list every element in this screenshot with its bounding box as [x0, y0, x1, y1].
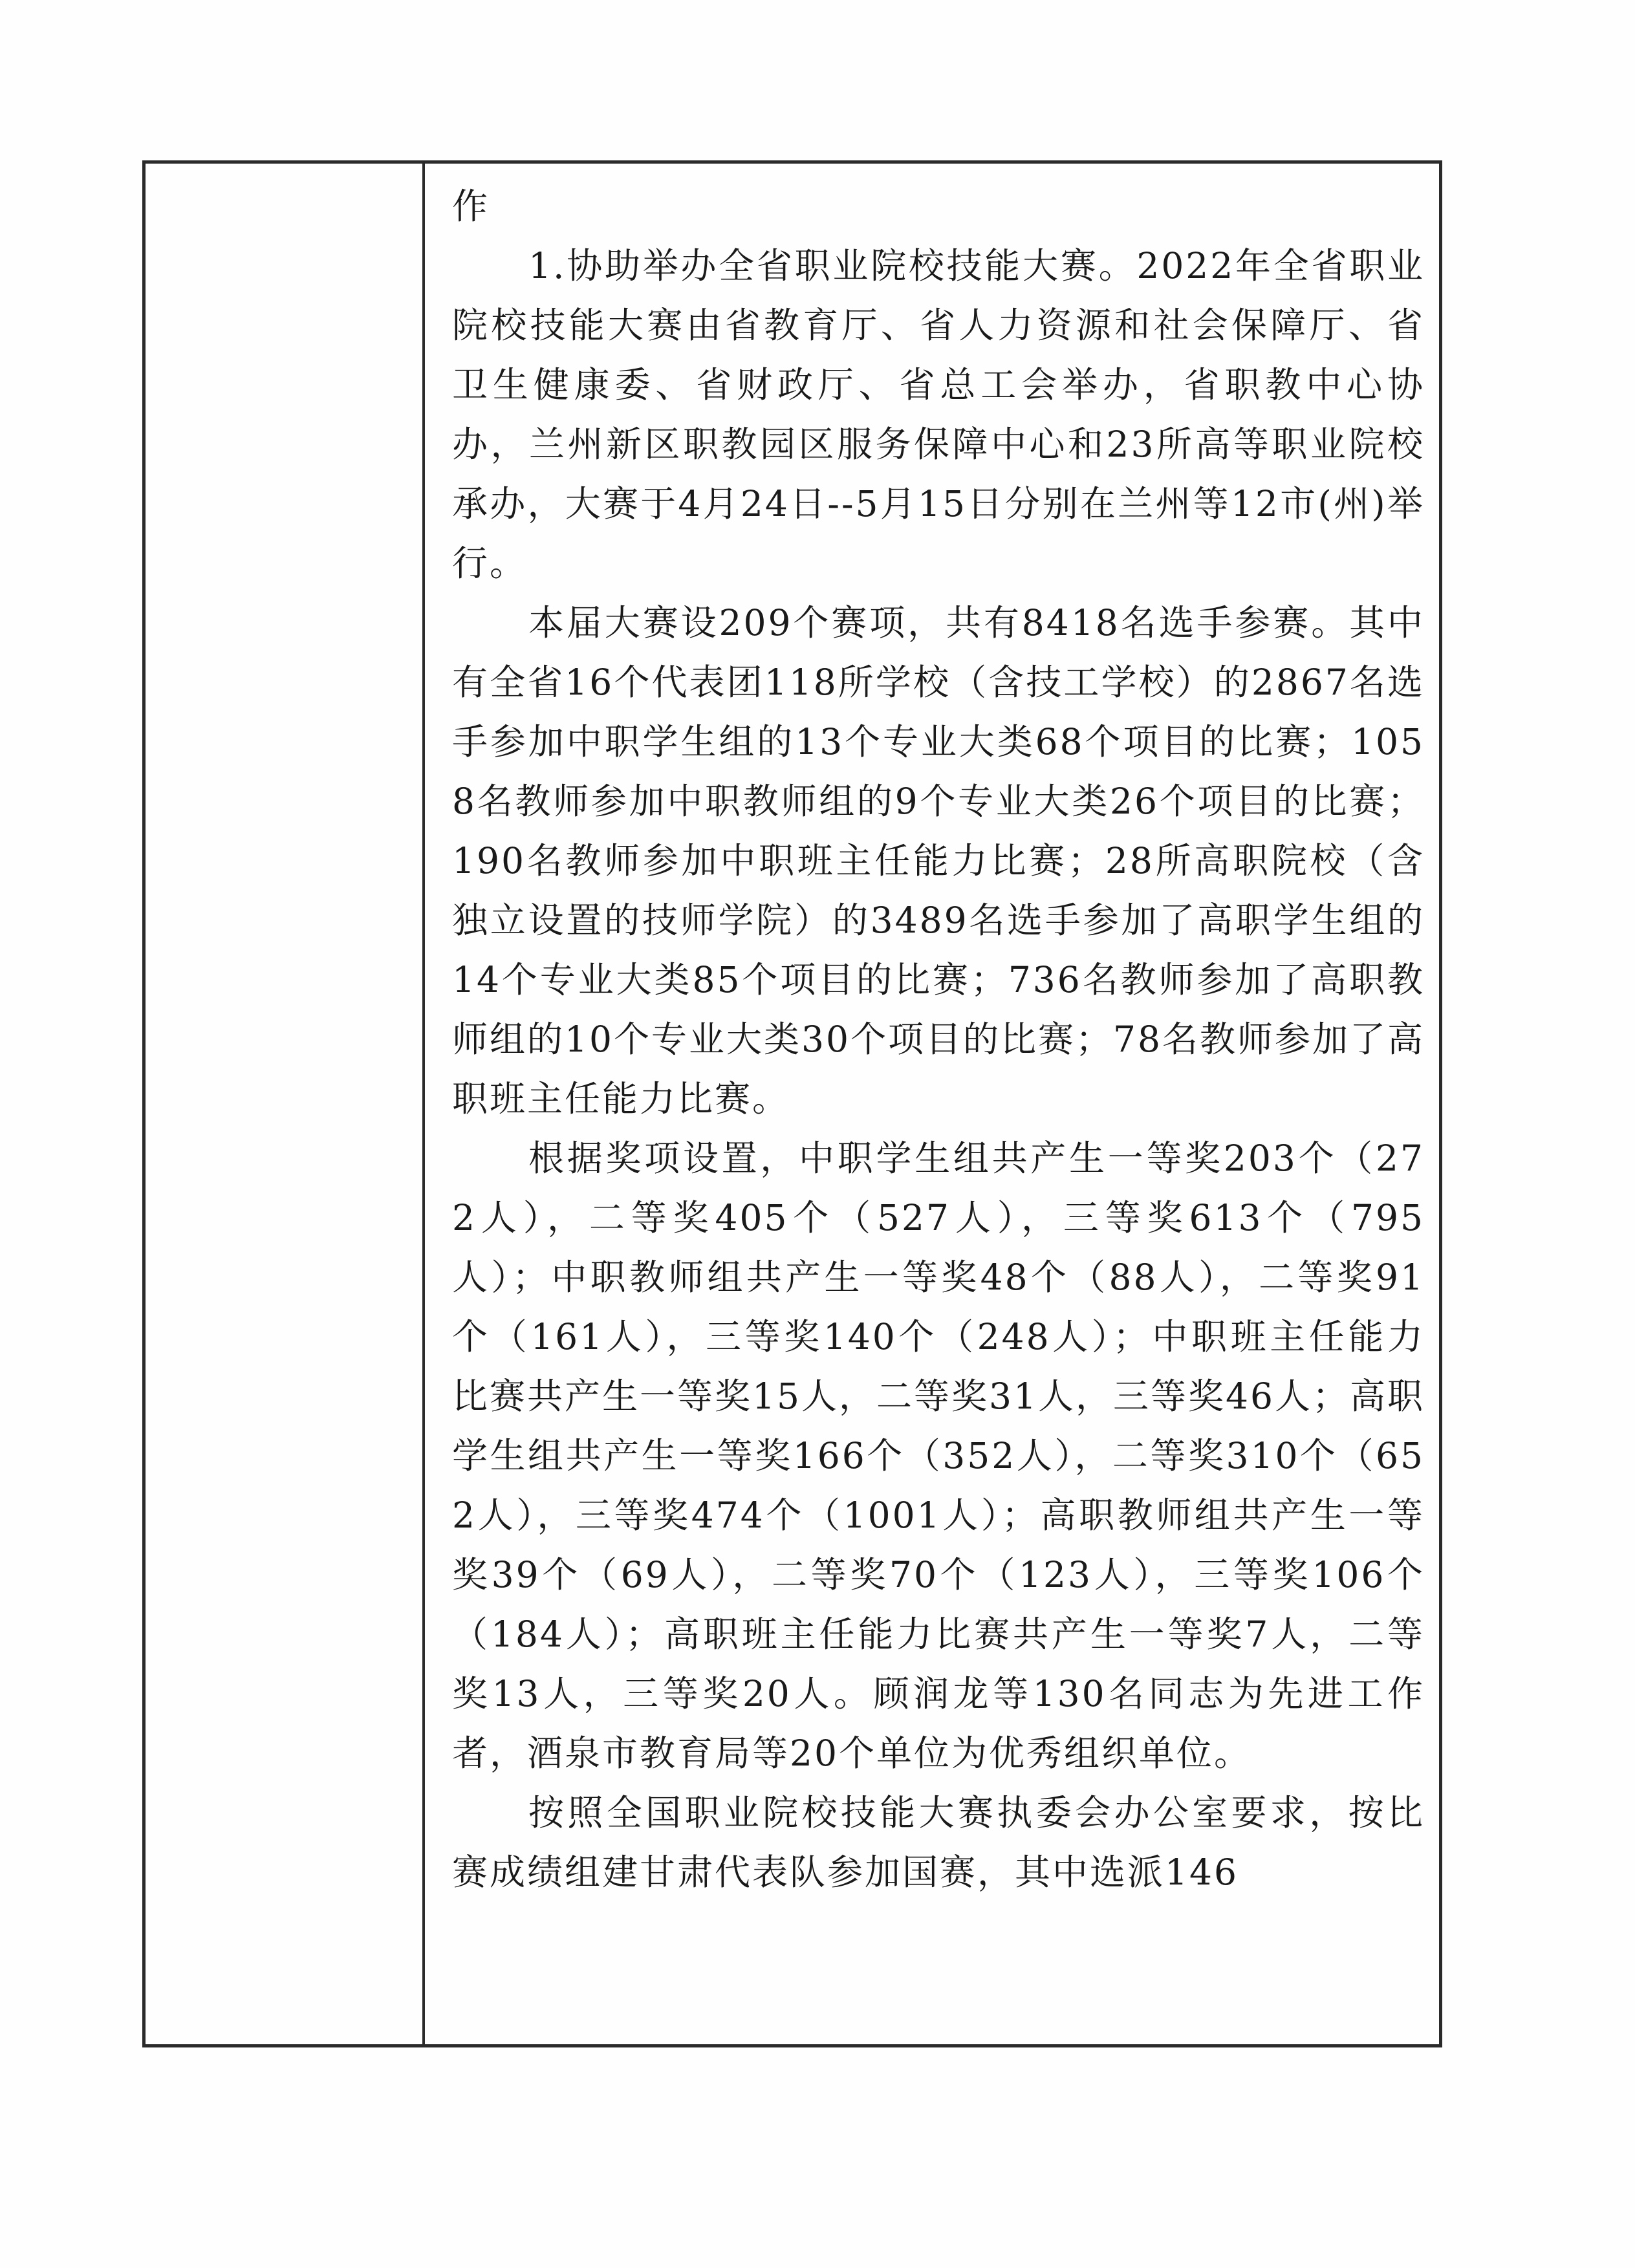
paragraph-continuation: 作 — [452, 186, 490, 227]
paragraph-awards: 根据奖项设置，中职学生组共产生一等奖203个（272人），二等奖405个（527人），三等奖613个（795人）；中职教师组共产生一等奖48个（88人），二等奖91个（161人），三等奖140个（248人）；中职班主任能力比赛共产生一等奖15人，二等奖31人，三等奖46人；高职学生组共产生一等奖166个（352人），二等奖310个（652人），三等奖474个（1001人）；高职教师组共产生一等奖39个（69人），二等奖70个（123人），三等奖106个（184人）；高职班主任能力比赛共产生一等奖7人，二等奖13人，三等奖20人。顾润龙等130名同志为先进工作者，酒泉市教育局等20个单位为优秀组织单位。 — [452, 1138, 1425, 1774]
paragraph-participants: 本届大赛设209个赛项，共有8418名选手参赛。其中有全省16个代表团118所学校（含技工学校）的2867名选手参加中职学生组的13个专业大类68个项目的比赛；1058名教师参加中职教师组的9个专业大类26个项目的比赛；190名教师参加中职班主任能力比赛；28所高职院校（含独立设置的技师学院）的3489名选手参加了高职学生组的14个专业大类85个项目的比赛；736名教师参加了高职教师组的10个专业大类30个项目的比赛；78名教师参加了高职班主任能力比赛。 — [452, 602, 1425, 1119]
left-label-cell — [146, 164, 425, 2044]
content-cell — [425, 164, 1439, 2044]
paragraph-national-team: 按照全国职业院校技能大赛执委会办公室要求，按比赛成绩组建甘肃代表队参加国赛，其中选派146 — [452, 1792, 1425, 1893]
table-frame — [142, 160, 1442, 2047]
paragraph-competition-overview: 1.协助举办全省职业院校技能大赛。2022年全省职业院校技能大赛由省教育厅、省人力资源和社会保障厅、省卫生健康委、省财政厅、省总工会举办，省职教中心协办，兰州新区职教园区服务保障中心和23所高等职业院校承办，大赛于4月24日--5月15日分别在兰州等12市(州)举行。 — [452, 245, 1425, 584]
